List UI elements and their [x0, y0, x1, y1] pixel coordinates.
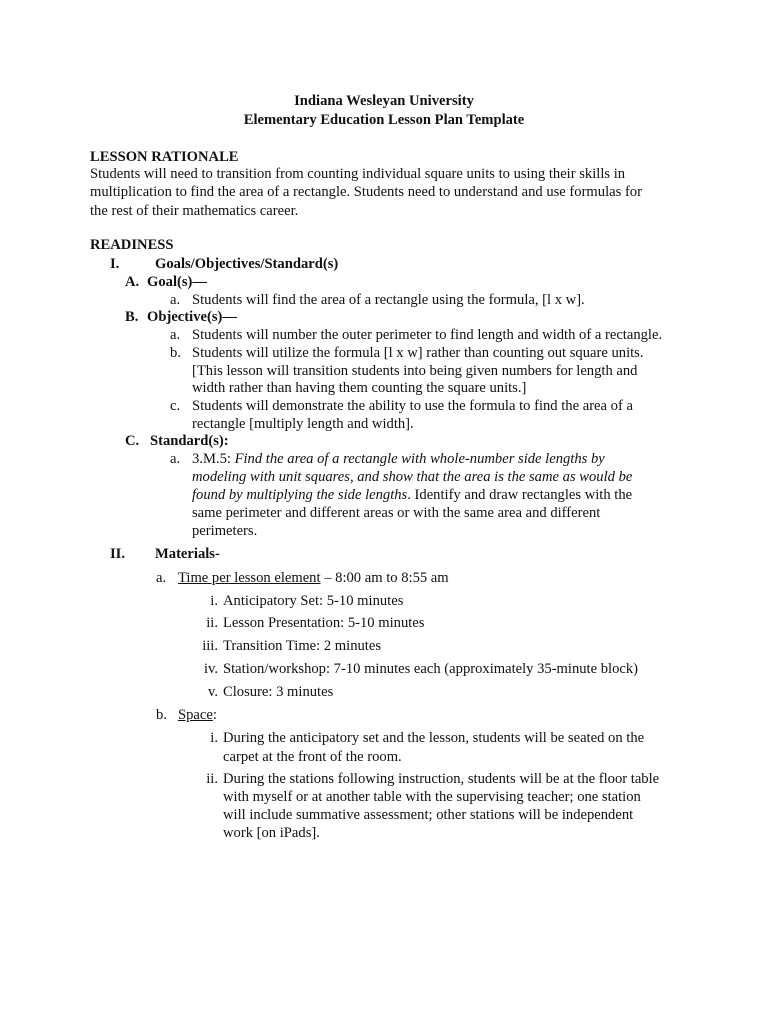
goal-item: Students will find the area of a rectangle using the formula, [l x w].	[192, 292, 585, 308]
subsection-letter: B.	[125, 309, 139, 325]
objective-item: Students will number the outer perimeter to find length and width of a rectangle.	[192, 327, 663, 343]
list-marker: iv.	[203, 661, 218, 677]
standard-text: perimeters.	[192, 523, 258, 539]
standard-line	[192, 486, 632, 504]
space-item-line: with myself or at another table with the supervising teacher; one station	[223, 789, 641, 805]
list-marker: a.	[156, 570, 167, 586]
list-marker: ii.	[206, 771, 218, 787]
time-value: – 8:00 am to 8:55 am	[320, 570, 449, 586]
rationale-heading: LESSON RATIONALE	[90, 149, 239, 165]
list-marker: i.	[210, 730, 218, 746]
objective-item: Students will utilize the formula [l x w] rather than counting out square units.	[192, 345, 644, 361]
rationale-line: Students will need to transition from counting individual square units to using their skills in	[90, 166, 626, 182]
university-name: Indiana Wesleyan University	[294, 93, 474, 109]
time-item: Transition Time: 2 minutes	[223, 638, 382, 654]
rationale-line: the rest of their mathematics career.	[90, 203, 299, 219]
time-label: Time per lesson element	[178, 570, 321, 586]
space-item: During the stations following instruction, students will be at the floor table	[223, 771, 660, 787]
standard-text: same perimeter and different areas or with the same area and different	[192, 505, 601, 521]
section-title: Goals/Objectives/Standard(s)	[155, 256, 339, 272]
subsection-letter: C.	[125, 433, 140, 449]
objective-item-line: [This lesson will transition students into being given numbers for length and	[192, 363, 638, 379]
standard-text-italic: modeling with unit squares, and show that the area is the same as would be	[192, 469, 633, 485]
list-marker: b.	[156, 707, 167, 723]
standard-text: . Identify and draw rectangles with the	[407, 487, 633, 503]
space-label: Space	[178, 707, 213, 723]
time-item: Lesson Presentation: 5-10 minutes	[223, 615, 425, 631]
space-item-line: will include summative assessment; other stations will be independent	[223, 807, 634, 823]
section-numeral: I.	[110, 256, 120, 272]
objective-item: Students will demonstrate the ability to use the formula to find the area of a	[192, 398, 633, 414]
time-line	[178, 569, 449, 587]
time-item: Station/workshop: 7-10 minutes each (approximately 35-minute block)	[223, 661, 639, 677]
standard-text-italic: Find the area of a rectangle with whole-number side lengths by	[234, 451, 605, 467]
subsection-letter: A.	[125, 274, 140, 290]
list-marker: c.	[170, 398, 181, 414]
time-item: Closure: 3 minutes	[223, 684, 334, 700]
readiness-heading: READINESS	[90, 237, 174, 253]
space-item-line: carpet at the front of the room.	[223, 749, 402, 765]
objective-item-line: rectangle [multiply length and width].	[192, 416, 414, 432]
objective-item-line: width rather than having them counting the square units.]	[192, 380, 527, 396]
objectives-label: Objective(s)—	[147, 309, 237, 325]
standards-label: Standard(s):	[150, 433, 229, 449]
template-title: Elementary Education Lesson Plan Template	[243, 112, 525, 128]
space-item: During the anticipatory set and the lesson, students will be seated on the	[223, 730, 645, 746]
standard-text-italic: found by multiplying the side lengths	[192, 487, 408, 503]
space-item-line: work [on iPads].	[223, 825, 320, 841]
list-marker: v.	[208, 684, 218, 700]
list-marker: a.	[170, 327, 181, 343]
standard-code: 3.M.5:	[192, 451, 231, 467]
space-suffix: :	[212, 707, 217, 723]
section-numeral: II.	[110, 546, 126, 562]
section-title: Materials-	[155, 546, 220, 562]
list-marker: ii.	[206, 615, 218, 631]
list-marker: a.	[170, 292, 181, 308]
standard-line	[192, 450, 605, 468]
space-line	[178, 706, 217, 724]
list-marker: i.	[210, 593, 218, 609]
list-marker: b.	[170, 345, 181, 361]
rationale-line: multiplication to find the area of a rectangle. Students need to understand and use formulas for	[90, 184, 642, 200]
goals-label: Goal(s)—	[147, 274, 207, 290]
list-marker: a.	[170, 451, 181, 467]
list-marker: iii.	[202, 638, 218, 654]
time-item: Anticipatory Set: 5-10 minutes	[223, 593, 404, 609]
